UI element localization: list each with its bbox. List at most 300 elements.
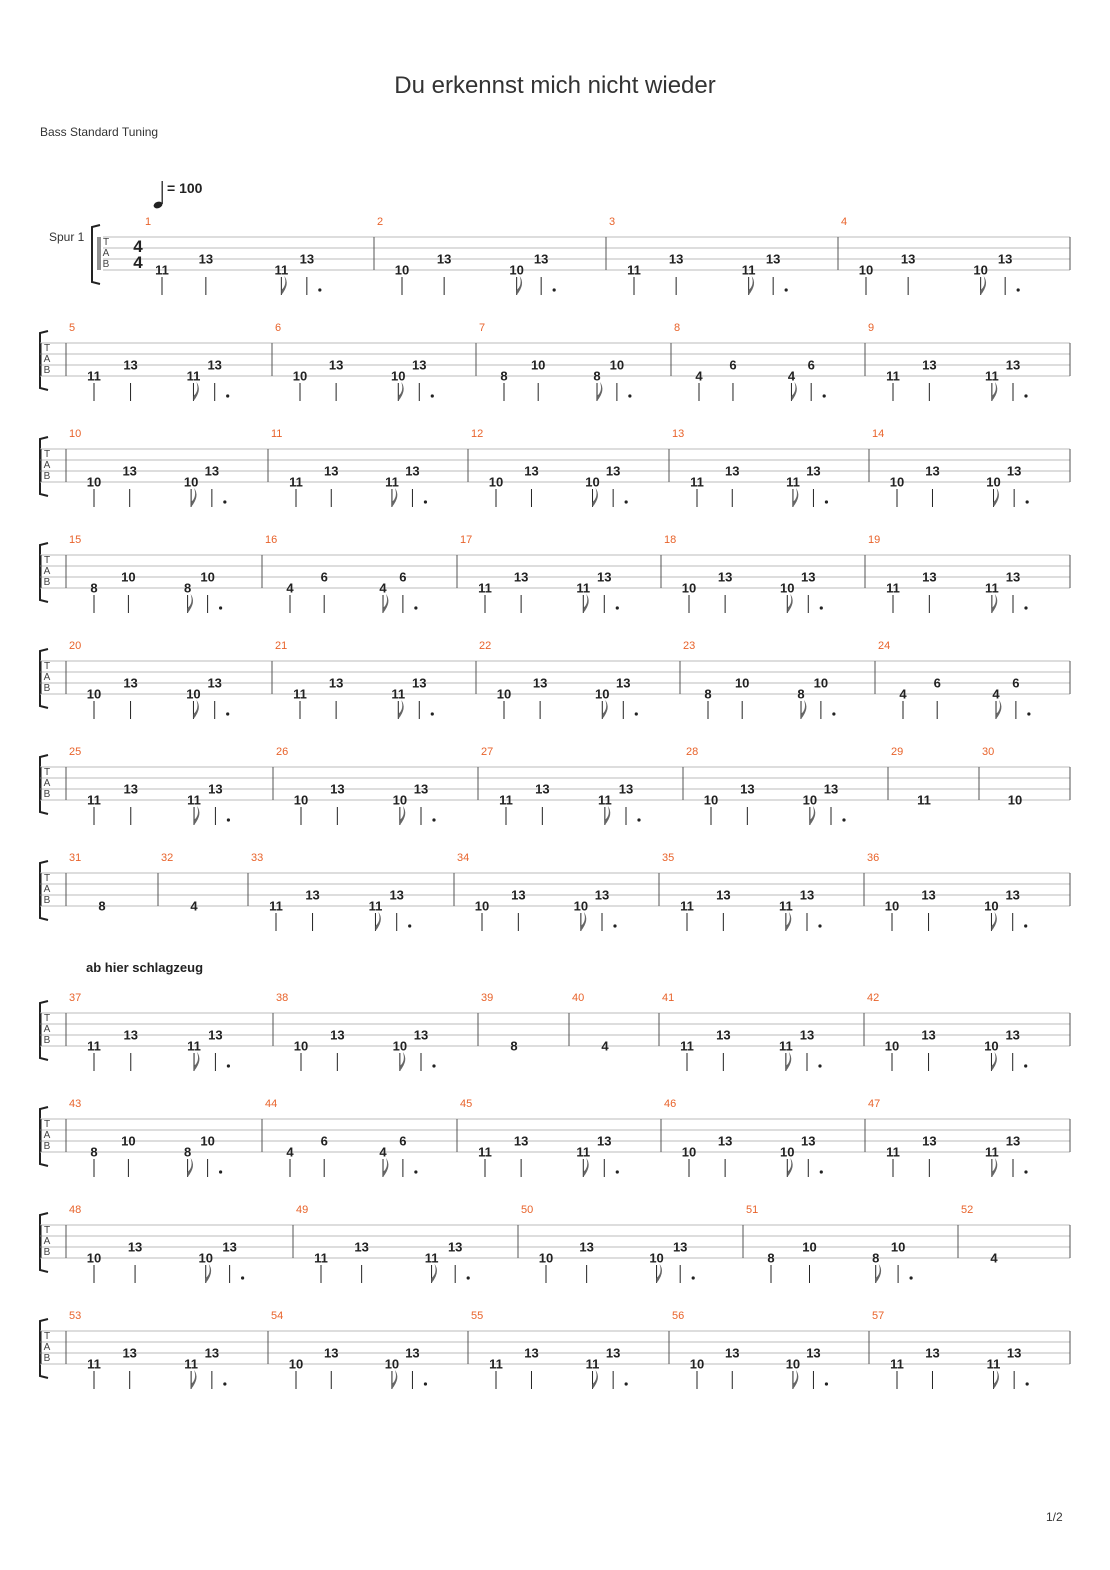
fret-number: 10 [292, 368, 308, 384]
eighth-flag [787, 594, 792, 613]
measure-number: 47 [868, 1098, 881, 1110]
dotted-note-dot [785, 288, 788, 291]
fret-number: 13 [222, 1239, 237, 1255]
fret-number: 10 [288, 1356, 304, 1372]
tab-clef-letter: A [43, 884, 51, 895]
eighth-flag [383, 1158, 388, 1177]
fret-number: 10 [200, 1133, 215, 1149]
eighth-flag [876, 1264, 881, 1283]
fret-number: 8 [797, 686, 805, 702]
dotted-note-dot [1017, 288, 1020, 291]
measure-number: 16 [265, 534, 278, 546]
fret-number: 13 [447, 1239, 463, 1255]
fret-number: 11 [293, 686, 307, 702]
eighth-flag [383, 594, 388, 613]
fret-number: 4 [990, 1250, 998, 1266]
dotted-note-dot [226, 712, 229, 715]
measure-number: 13 [672, 428, 685, 440]
fret-number: 11 [917, 792, 931, 808]
fret-number: 10 [391, 368, 406, 384]
fret-number: 13 [324, 463, 339, 479]
fret-number: 8 [98, 898, 106, 914]
fret-number: 10 [530, 357, 546, 373]
fret-number: 10 [200, 569, 215, 585]
dotted-note-dot [820, 1170, 823, 1173]
fret-number: 13 [204, 1345, 220, 1361]
fret-number: 10 [474, 898, 490, 914]
measure-number: 1 [145, 216, 152, 228]
fret-number: 11 [87, 1356, 101, 1372]
fret-number: 13 [1005, 887, 1020, 903]
fret-number: 11 [385, 474, 399, 490]
fret-number: 13 [354, 1239, 369, 1255]
dotted-note-dot [825, 500, 828, 503]
fret-number: 4 [695, 368, 703, 384]
fret-number: 10 [384, 1356, 400, 1372]
tab-clef-letter: T [43, 661, 51, 672]
eighth-flag [810, 806, 815, 825]
fret-number: 10 [585, 474, 600, 490]
eighth-flag [193, 382, 198, 401]
fret-number: 4 [286, 1144, 294, 1160]
fret-number: 11 [368, 898, 383, 914]
measure-number: 7 [479, 322, 486, 334]
eighth-flag [996, 700, 1001, 719]
fret-number: 11 [184, 1356, 198, 1372]
measure-number: 20 [69, 640, 82, 652]
fret-number: 10 [813, 675, 829, 691]
fret-number: 11 [478, 580, 492, 596]
dotted-note-dot [241, 1276, 244, 1279]
dotted-note-dot [842, 818, 845, 821]
fret-number: 6 [399, 1133, 407, 1149]
tab-clef-letter: B [43, 683, 51, 694]
dotted-note-dot [616, 606, 619, 609]
eighth-flag [398, 382, 403, 401]
measure-number: 17 [460, 534, 473, 546]
fret-number: 13 [208, 781, 223, 797]
fret-number: 8 [183, 580, 192, 596]
fret-number: 13 [533, 251, 549, 267]
dotted-note-dot [223, 500, 226, 503]
measure-number: 24 [878, 640, 891, 652]
dotted-note-dot [909, 1276, 912, 1279]
dotted-note-dot [553, 288, 556, 291]
fret-number: 13 [922, 569, 937, 585]
fret-number: 11 [886, 1144, 900, 1160]
fret-number: 11 [680, 1038, 694, 1054]
dotted-note-dot [408, 924, 411, 927]
measure-number: 31 [69, 852, 82, 864]
fret-number: 10 [973, 262, 988, 278]
dotted-note-dot [424, 500, 427, 503]
tab-clef-letter: B [43, 1353, 51, 1364]
fret-number: 11 [786, 474, 800, 490]
fret-number: 13 [801, 569, 816, 585]
fret-number: 10 [538, 1250, 554, 1266]
fret-number: 11 [274, 262, 289, 278]
eighth-flag [992, 1158, 997, 1177]
dotted-note-dot [1026, 500, 1029, 503]
fret-number: 11 [186, 368, 201, 384]
dotted-note-dot [431, 712, 434, 715]
fret-number: 13 [922, 1133, 937, 1149]
fret-number: 13 [740, 781, 755, 797]
tab-clef-letter: A [43, 354, 51, 365]
fret-number: 10 [121, 569, 136, 585]
fret-number: 10 [858, 262, 874, 278]
measure-number: 55 [471, 1310, 484, 1322]
fret-number: 13 [725, 1345, 740, 1361]
measure-number: 35 [662, 852, 675, 864]
fret-number: 13 [511, 887, 526, 903]
fret-number: 13 [672, 1239, 688, 1255]
measure-number: 42 [867, 992, 880, 1004]
tab-clef-letter: T [43, 1119, 51, 1130]
fret-number: 13 [922, 357, 937, 373]
fret-number: 13 [597, 569, 612, 585]
fret-number: 10 [681, 580, 697, 596]
fret-number: 13 [204, 463, 220, 479]
tab-clef-letter: B [43, 365, 51, 376]
tab-clef-letter: A [43, 1342, 51, 1353]
fret-number: 13 [535, 781, 550, 797]
fret-number: 13 [1005, 569, 1021, 585]
tab-clef-letter: T [43, 555, 51, 566]
fret-number: 11 [576, 580, 591, 596]
fret-number: 10 [984, 898, 999, 914]
fret-number: 13 [579, 1239, 594, 1255]
dotted-note-dot [1026, 1382, 1029, 1385]
fret-number: 6 [933, 675, 941, 691]
tab-clef-letter: B [43, 577, 51, 588]
fret-number: 13 [122, 463, 137, 479]
eighth-flag [593, 1370, 598, 1389]
dotted-note-dot [1024, 1064, 1027, 1067]
measure-number: 12 [471, 428, 484, 440]
eighth-flag [992, 382, 997, 401]
fret-number: 10 [198, 1250, 213, 1266]
tab-clef-letter: A [43, 1130, 51, 1141]
eighth-flag [786, 1052, 791, 1071]
fret-number: 10 [986, 474, 1001, 490]
eighth-flag [188, 594, 193, 613]
dotted-note-dot [825, 1382, 828, 1385]
fret-number: 6 [320, 569, 328, 585]
eighth-flag [206, 1264, 211, 1283]
measure-number: 38 [276, 992, 289, 1004]
measure-number: 27 [481, 746, 494, 758]
tab-clef-letter: A [43, 566, 51, 577]
fret-number: 10 [488, 474, 504, 490]
fret-number: 8 [872, 1250, 880, 1266]
fret-number: 13 [618, 781, 634, 797]
measure-number: 3 [609, 216, 616, 228]
fret-number: 4 [286, 580, 294, 596]
measure-number: 50 [521, 1204, 534, 1216]
tab-clef-letter: A [43, 1236, 51, 1247]
fret-number: 13 [328, 675, 344, 691]
measure-number: 51 [746, 1204, 759, 1216]
fret-number: 4 [899, 686, 907, 702]
measure-number: 26 [276, 746, 289, 758]
fret-number: 13 [412, 357, 427, 373]
fret-number: 8 [90, 580, 98, 596]
fret-number: 13 [725, 463, 740, 479]
dotted-note-dot [431, 394, 434, 397]
fret-number: 13 [405, 463, 420, 479]
dotted-note-dot [1024, 606, 1027, 609]
fret-number: 13 [717, 1133, 733, 1149]
fret-number: 6 [1012, 675, 1020, 691]
eighth-flag [991, 1052, 996, 1071]
eighth-flag [583, 594, 588, 613]
measure-number: 4 [841, 216, 848, 228]
fret-number: 13 [806, 463, 821, 479]
measure-number: 9 [868, 322, 875, 334]
fret-number: 13 [997, 251, 1013, 267]
eighth-flag [793, 488, 798, 507]
fret-number: 10 [889, 474, 905, 490]
fret-number: 10 [86, 1250, 102, 1266]
dotted-note-dot [414, 1170, 417, 1173]
dotted-note-dot [227, 818, 230, 821]
fret-number: 13 [207, 675, 222, 691]
fret-number: 13 [1005, 1133, 1021, 1149]
measure-number: 6 [275, 322, 282, 334]
eighth-flag [581, 912, 586, 931]
fret-number: 13 [717, 569, 733, 585]
measure-number: 18 [664, 534, 677, 546]
fret-number: 13 [823, 781, 839, 797]
measure-number: 33 [251, 852, 264, 864]
measure-number: 28 [686, 746, 699, 758]
fret-number: 13 [389, 887, 404, 903]
fret-number: 13 [330, 1027, 345, 1043]
eighth-flag [432, 1264, 437, 1283]
fret-number: 11 [478, 1144, 492, 1160]
measure-number: 22 [479, 640, 492, 652]
fret-number: 13 [716, 1027, 731, 1043]
dotted-note-dot [414, 606, 417, 609]
fret-number: 13 [123, 675, 138, 691]
fret-number: 6 [807, 357, 815, 373]
fret-number: 11 [289, 474, 303, 490]
tab-clef-letter: T [43, 1225, 51, 1236]
fret-number: 13 [921, 887, 936, 903]
fret-number: 8 [593, 368, 601, 384]
dotted-note-dot [625, 500, 628, 503]
dotted-note-dot [318, 288, 321, 291]
eighth-flag [392, 488, 397, 507]
eighth-flag [188, 1158, 193, 1177]
fret-number: 10 [780, 1144, 795, 1160]
fret-number: 11 [984, 1144, 999, 1160]
fret-number: 11 [690, 474, 704, 490]
dotted-note-dot [635, 712, 638, 715]
dotted-note-dot [832, 712, 835, 715]
fret-number: 11 [576, 1144, 591, 1160]
fret-number: 8 [183, 1144, 192, 1160]
measure-number: 5 [69, 322, 76, 334]
fret-number: 11 [187, 792, 201, 808]
dotted-note-dot [692, 1276, 695, 1279]
measure-number: 36 [867, 852, 880, 864]
fret-number: 10 [802, 792, 818, 808]
measure-number: 37 [69, 992, 82, 1004]
fret-number: 11 [986, 1356, 1001, 1372]
measure-number: 19 [868, 534, 881, 546]
eighth-flag [597, 382, 602, 401]
eighth-flag [193, 700, 198, 719]
fret-number: 13 [127, 1239, 143, 1255]
measure-number: 11 [271, 428, 283, 440]
tab-clef-letter: A [43, 778, 51, 789]
dotted-note-dot [219, 1170, 222, 1173]
tab-clef-letter: A [102, 248, 110, 259]
dotted-note-dot [613, 924, 616, 927]
tab-clef-letter: B [43, 1035, 51, 1046]
measure-number: 43 [69, 1098, 82, 1110]
fret-number: 11 [886, 368, 900, 384]
fret-number: 13 [605, 1345, 621, 1361]
tab-clef-letter: T [43, 1013, 51, 1024]
measure-number: 44 [265, 1098, 278, 1110]
fret-number: 10 [984, 1038, 999, 1054]
tab-clef-letter: B [102, 259, 110, 270]
measure-number: 40 [572, 992, 585, 1004]
dotted-note-dot [637, 818, 640, 821]
fret-number: 13 [925, 463, 940, 479]
fret-number: 13 [198, 251, 214, 267]
fret-number: 8 [500, 368, 508, 384]
eighth-flag [992, 594, 997, 613]
fret-number: 13 [1006, 463, 1022, 479]
fret-number: 11 [155, 262, 169, 278]
dotted-note-dot [1024, 1170, 1027, 1173]
eighth-flag [517, 276, 522, 295]
eighth-flag [400, 806, 405, 825]
eighth-flag [793, 1370, 798, 1389]
fret-number: 13 [925, 1345, 940, 1361]
fret-number: 10 [293, 1038, 309, 1054]
fret-number: 10 [703, 792, 719, 808]
fret-number: 13 [716, 887, 731, 903]
tab-clef-letter: T [43, 343, 51, 354]
fret-number: 10 [86, 474, 102, 490]
dotted-note-dot [226, 394, 229, 397]
fret-number: 4 [379, 1144, 387, 1160]
fret-number: 10 [890, 1239, 906, 1255]
measure-number: 29 [891, 746, 904, 758]
fret-number: 13 [208, 1027, 223, 1043]
measure-number: 21 [275, 640, 288, 652]
fret-number: 10 [1007, 792, 1023, 808]
fret-number: 10 [573, 898, 589, 914]
fret-number: 11 [984, 368, 999, 384]
fret-number: 13 [513, 569, 529, 585]
fret-number: 6 [320, 1133, 328, 1149]
dotted-note-dot [818, 924, 821, 927]
fret-number: 10 [392, 1038, 408, 1054]
fret-number: 10 [183, 474, 199, 490]
eighth-flag [787, 1158, 792, 1177]
annotation-text: ab hier schlagzeug [86, 960, 204, 975]
fret-number: 13 [597, 1133, 612, 1149]
fret-number: 13 [412, 675, 427, 691]
fret-number: 13 [328, 357, 344, 373]
fret-number: 13 [1005, 1027, 1020, 1043]
eighth-flag [994, 488, 999, 507]
fret-number: 11 [87, 1038, 101, 1054]
time-signature-numerator: 4 [133, 237, 143, 256]
eighth-flag [991, 912, 996, 931]
fret-number: 13 [513, 1133, 529, 1149]
fret-number: 13 [801, 1133, 816, 1149]
measure-number: 56 [672, 1310, 685, 1322]
fret-number: 11 [778, 898, 793, 914]
fret-number: 13 [616, 675, 631, 691]
dotted-note-dot [432, 818, 435, 821]
measure-number: 23 [683, 640, 696, 652]
dotted-note-dot [424, 1382, 427, 1385]
fret-number: 11 [424, 1250, 439, 1266]
fret-number: 10 [689, 1356, 705, 1372]
page-number: 1/2 [1046, 1510, 1063, 1524]
eighth-flag [749, 276, 754, 295]
dotted-note-dot [823, 394, 826, 397]
fret-number: 11 [269, 898, 283, 914]
measure-number: 49 [296, 1204, 309, 1216]
fret-number: 13 [122, 1345, 137, 1361]
dotted-note-dot [628, 394, 631, 397]
tab-clef-letter: B [43, 1247, 51, 1258]
dotted-note-dot [1024, 394, 1027, 397]
eighth-flag [657, 1264, 662, 1283]
fret-number: 10 [595, 686, 610, 702]
measure-number: 8 [674, 322, 681, 334]
fret-number: 11 [314, 1250, 328, 1266]
fret-number: 10 [392, 792, 408, 808]
fret-number: 10 [884, 1038, 900, 1054]
measure-number: 25 [69, 746, 82, 758]
tab-clef-letter: A [43, 672, 51, 683]
eighth-flag [994, 1370, 999, 1389]
tab-clef-letter: A [43, 1024, 51, 1035]
eighth-flag [801, 700, 806, 719]
fret-number: 10 [609, 357, 625, 373]
fret-number: 13 [524, 463, 539, 479]
eighth-flag [194, 1052, 199, 1071]
fret-number: 13 [806, 1345, 821, 1361]
fret-number: 10 [780, 580, 795, 596]
fret-number: 13 [799, 887, 815, 903]
fret-number: 13 [1005, 357, 1021, 373]
fret-number: 10 [649, 1250, 664, 1266]
tab-clef-letter: B [43, 789, 51, 800]
fret-number: 4 [190, 898, 198, 914]
measure-number: 53 [69, 1310, 82, 1322]
measure-number: 15 [69, 534, 82, 546]
fret-number: 13 [207, 357, 222, 373]
fret-number: 11 [890, 1356, 904, 1372]
fret-number: 4 [992, 686, 1000, 702]
fret-number: 13 [900, 251, 916, 267]
fret-number: 11 [87, 368, 101, 384]
fret-number: 10 [394, 262, 410, 278]
song-title: Du erkennst mich nicht wieder [394, 72, 716, 99]
fret-number: 11 [585, 1356, 600, 1372]
